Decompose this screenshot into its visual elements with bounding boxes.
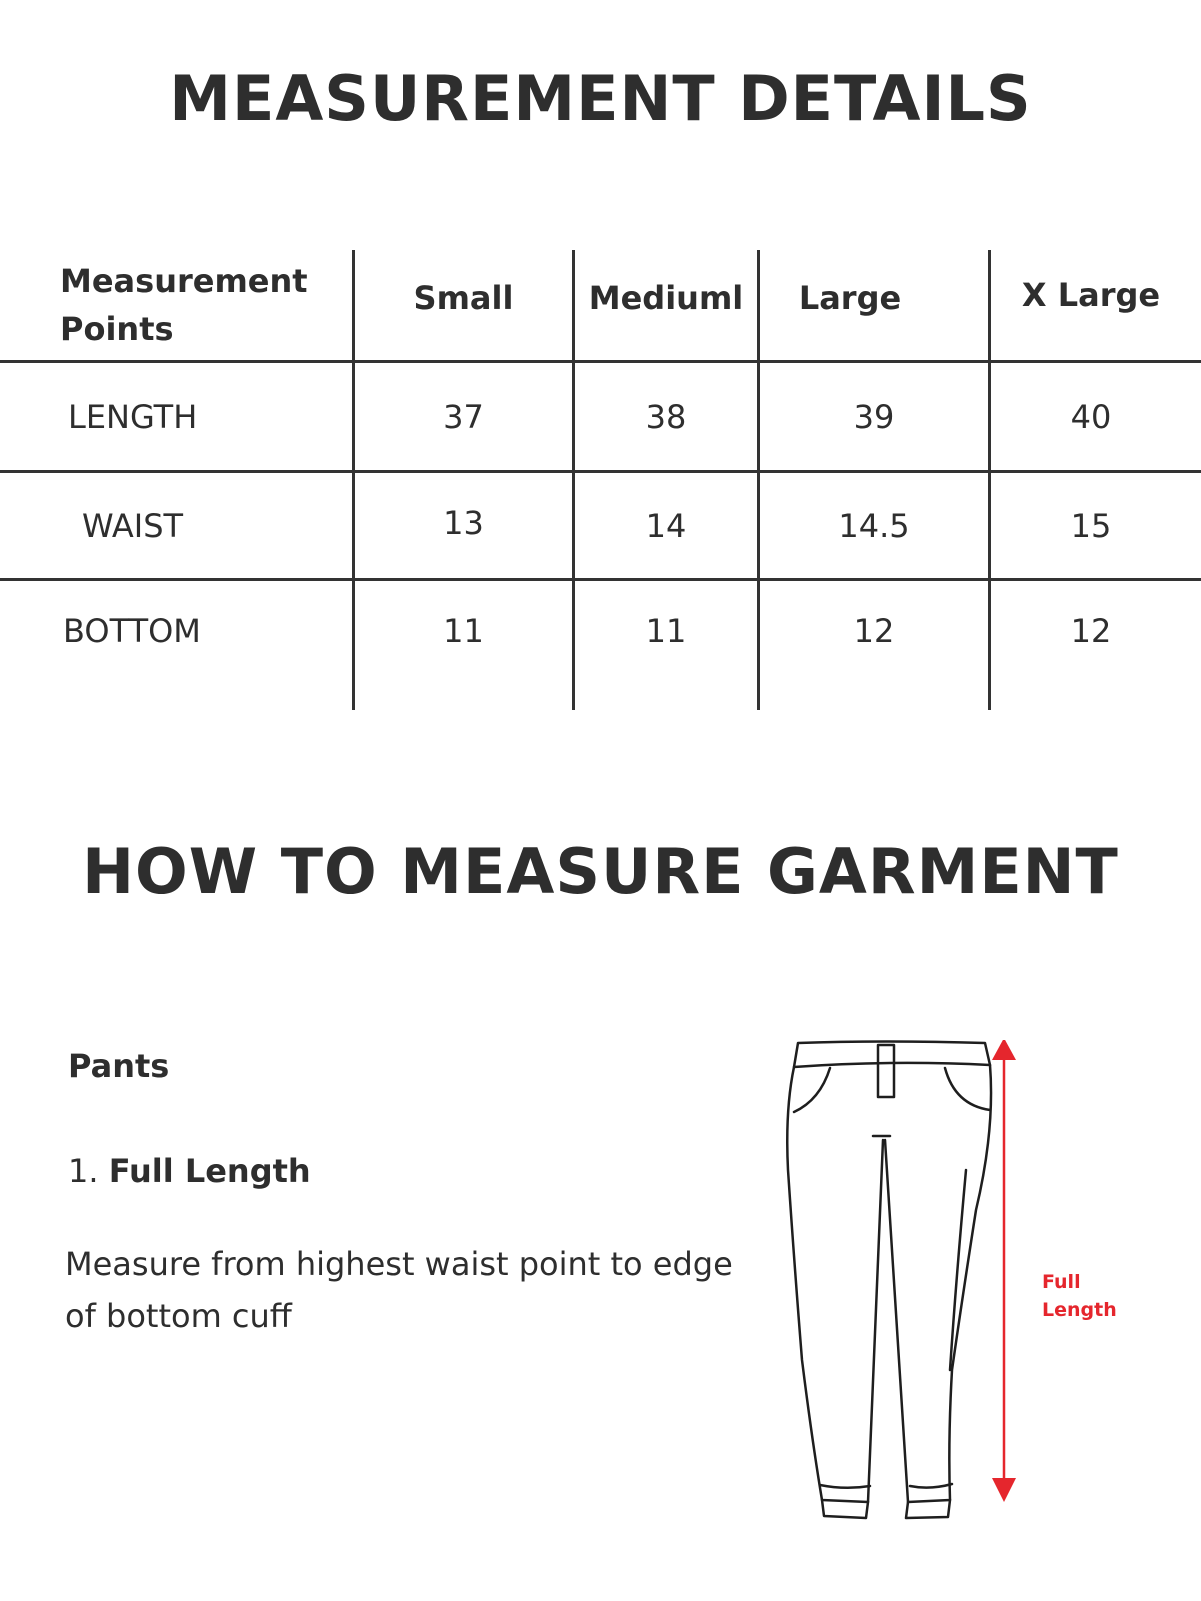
table-cell: 38 — [645, 397, 687, 436]
row-label-bottom: BOTTOM — [63, 612, 201, 650]
table-cell: 39 — [853, 397, 895, 436]
row-label-waist: WAIST — [82, 506, 184, 545]
table-cell: 14.5 — [838, 506, 910, 545]
full-length-label: Full Length — [1042, 1271, 1117, 1321]
table-cell: 15 — [1070, 506, 1112, 545]
table-cell: 11 — [645, 612, 687, 650]
header-size-medium: Mediuml — [588, 279, 744, 317]
step-name: Full Length — [108, 1152, 311, 1190]
header-measurement-points: Measurement Points — [60, 262, 308, 348]
header-size-small: Small — [413, 279, 514, 317]
table-cell: 12 — [1070, 612, 1112, 650]
row-label-length: LENGTH — [68, 397, 198, 436]
table-cell: 37 — [443, 397, 484, 436]
header-size-x-large: X Large — [1021, 276, 1161, 314]
table-cell: 12 — [853, 612, 895, 650]
garment-name: Pants — [68, 1047, 170, 1085]
step-heading — [68, 1152, 311, 1190]
table-cell: 11 — [443, 612, 484, 650]
table-cell: 40 — [1070, 397, 1112, 436]
page-title: MEASUREMENT DETAILS — [169, 62, 1032, 135]
table-cell: 14 — [645, 506, 687, 545]
step-number: 1. — [68, 1152, 99, 1190]
instruction-text: Measure from highest waist point to edge of bottom cuff — [65, 1245, 733, 1335]
header-size-large: Large — [798, 279, 902, 317]
table-cell: 13 — [443, 504, 484, 542]
section-title: HOW TO MEASURE GARMENT — [82, 835, 1119, 908]
measurement-table — [0, 250, 1201, 710]
